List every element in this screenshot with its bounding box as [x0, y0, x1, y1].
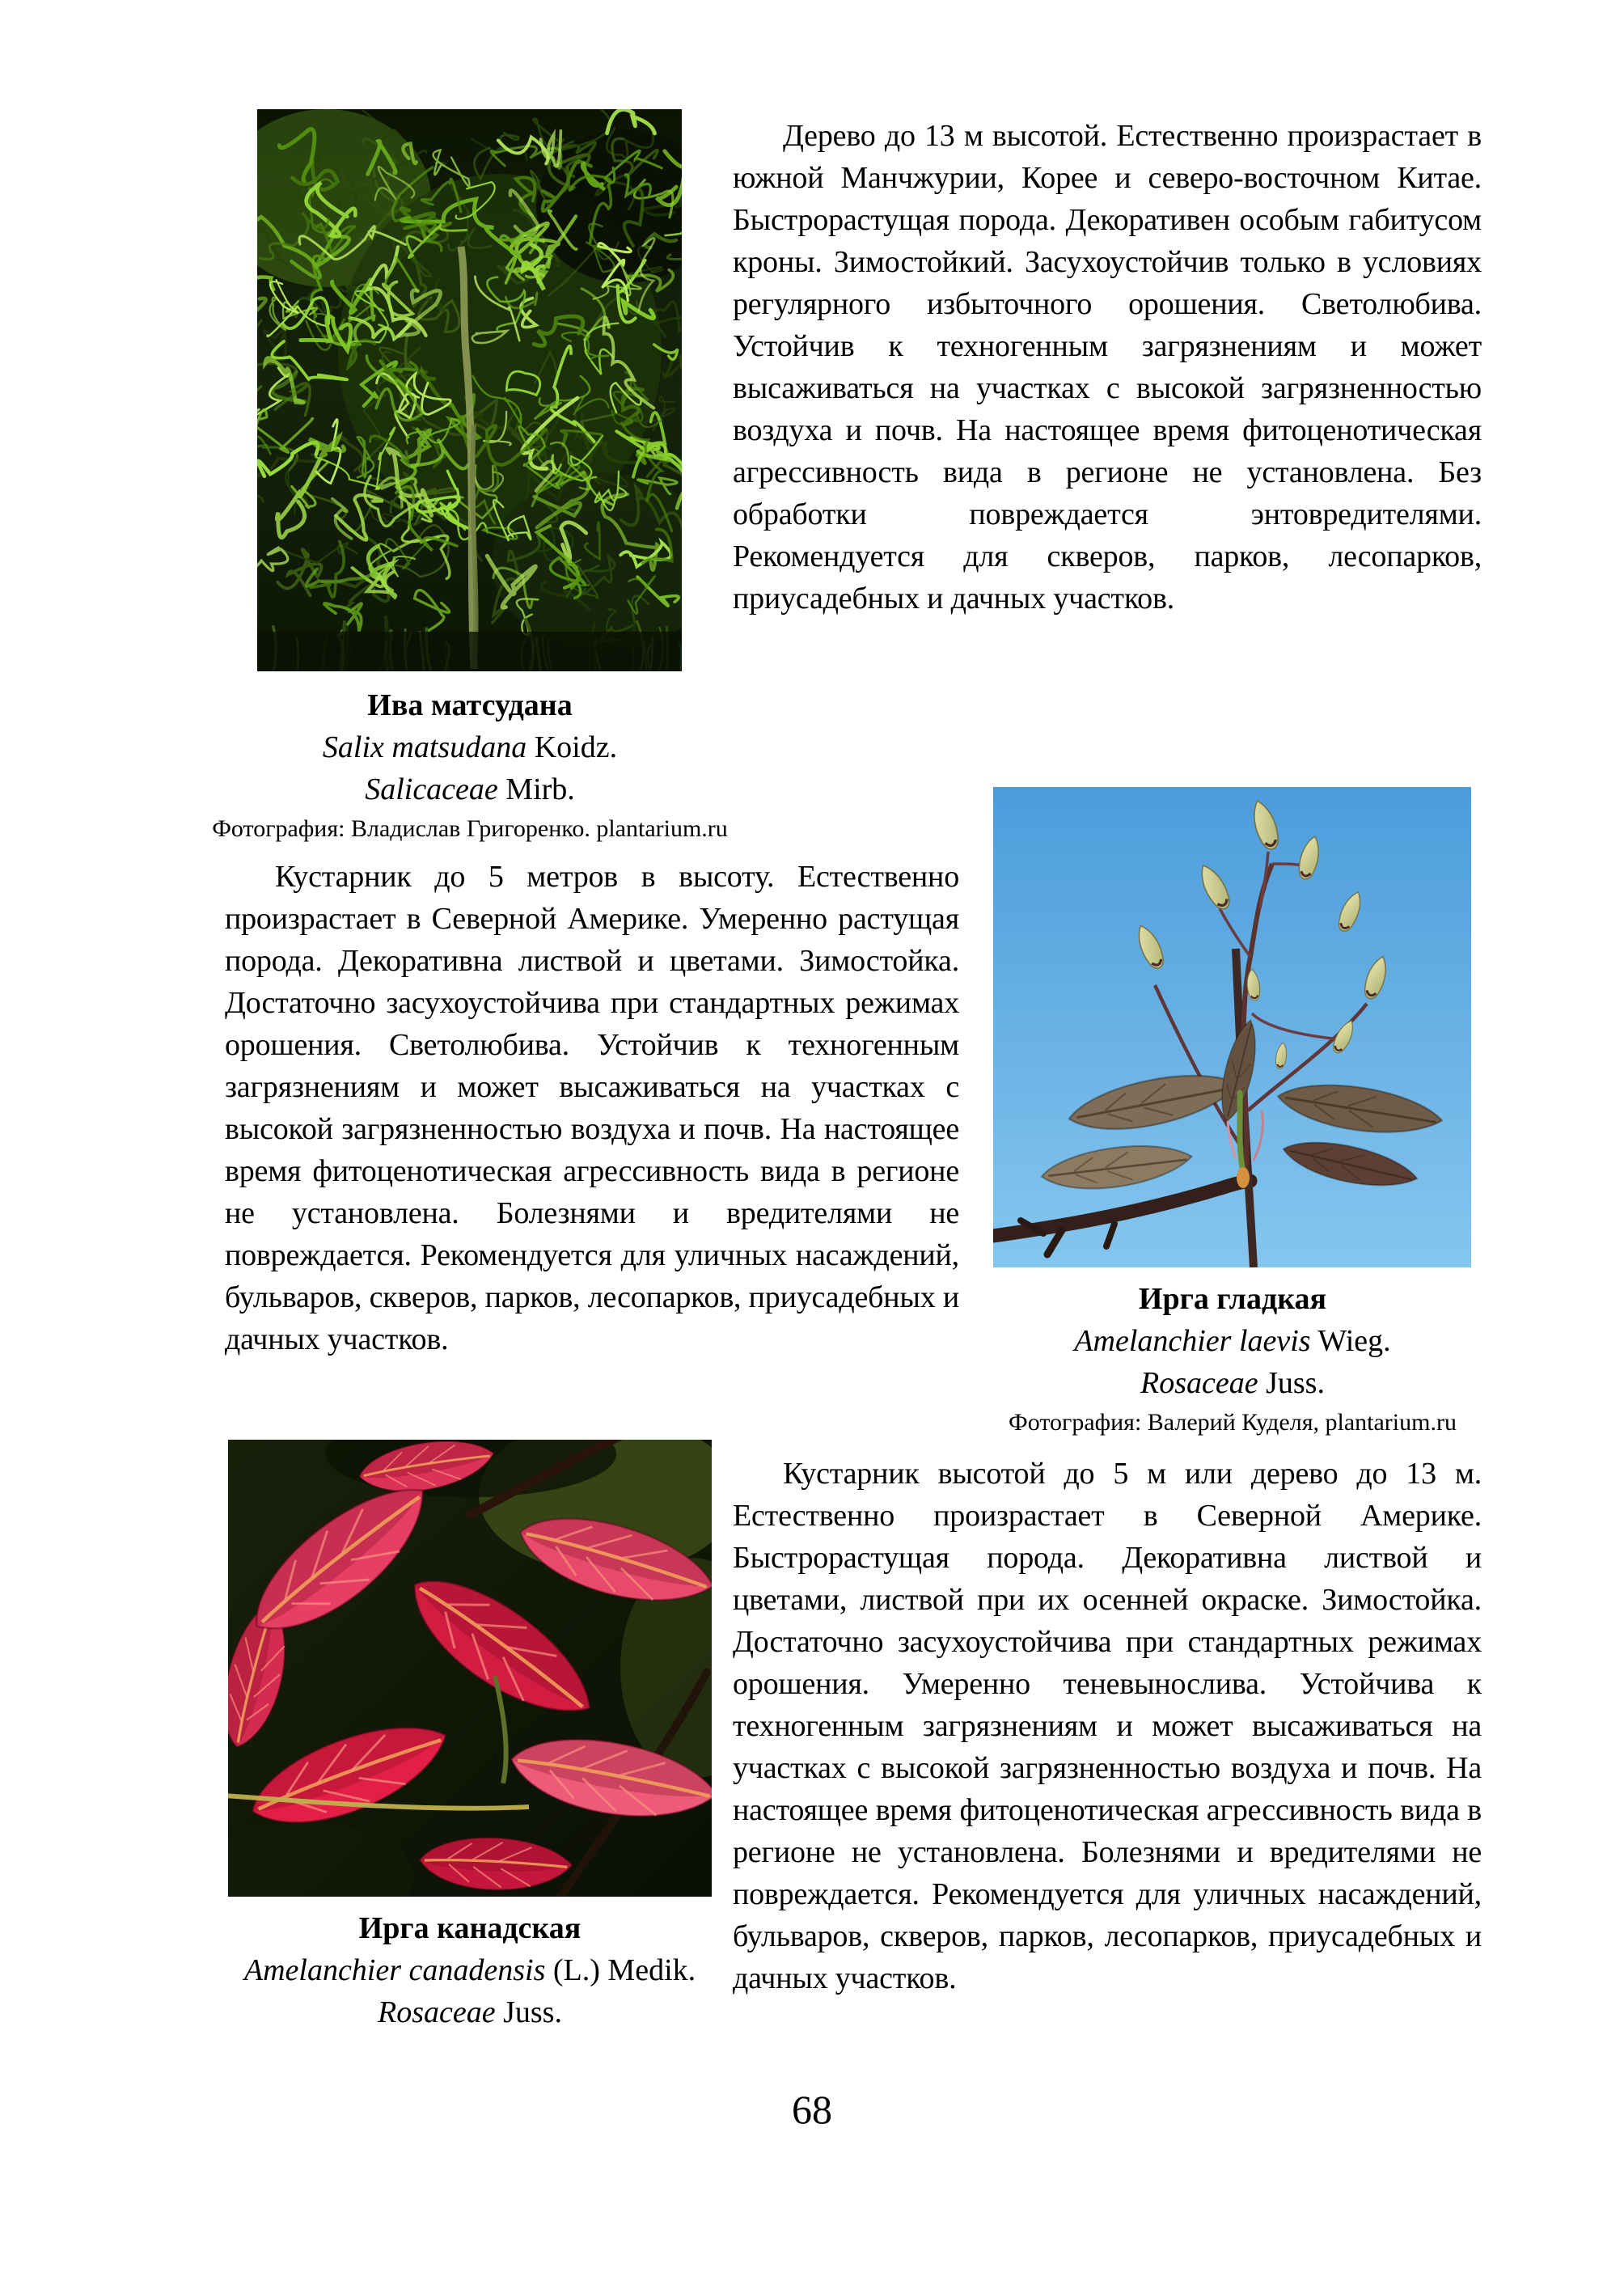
- amelanchier-canadensis-family-line: [187, 1991, 753, 2033]
- amelanchier-canadensis-latin-line: [187, 1949, 753, 1991]
- salix-latin-author: Koidz.: [527, 730, 618, 764]
- amelanchier-laevis-latin-binomial: Amelanchier laevis: [1074, 1324, 1311, 1358]
- amelanchier-laevis-description: Кустарник до 5 метров в высоту. Естественно произрастает в Северной Америке. Умеренно растущая порода. Декоративна листвой и цветами. Зимостойка. Достаточно засухоустойчива при стандартных режимах орошения. Светолюбива. Устойчив к техногенным загрязнениям и может высаживаться на участках с высокой загрязненностью воздуха и почв. На настоящее время фитоценотическая агрессивность вида в регионе не установлена. Болезнями и вредителями не повреждается. Рекомендуется для уличных насаждений, бульваров, скверов, парков, лесопарков, приусадебных и дачных участков.: [225, 860, 959, 1356]
- amelanchier-canadensis-family-author: Juss.: [495, 1995, 562, 2029]
- amelanchier-laevis-photo: [993, 787, 1471, 1267]
- salix-family-author: Mirb.: [497, 772, 575, 806]
- amelanchier-canadensis-common-name: Ирга канадская: [358, 1911, 582, 1945]
- amelanchier-canadensis-family-name: Rosaceae: [378, 1995, 496, 2029]
- amelanchier-canadensis-illustration: [228, 1440, 712, 1897]
- amelanchier-laevis-family-author: Juss.: [1258, 1366, 1325, 1400]
- salix-caption: [187, 684, 753, 848]
- salix-family-name: Salicaceae: [365, 772, 498, 806]
- amelanchier-canadensis-latin-author: (L.) Medik.: [545, 1953, 696, 1987]
- salix-latin-line: [187, 726, 753, 768]
- amelanchier-laevis-photo-credit: Фотография: Валерий Куделя, plantarium.ru: [1009, 1409, 1457, 1436]
- salix-latin-binomial: Salix matsudana: [322, 730, 527, 764]
- salix-family-line: [187, 768, 753, 810]
- amelanchier-laevis-caption: [949, 1278, 1516, 1441]
- amelanchier-canadensis-photo: [228, 1440, 712, 1897]
- salix-photo-credit: Фотография: Владислав Григоренко. plantarium.ru: [212, 815, 728, 842]
- amelanchier-canadensis-description: Кустарник высотой до 5 м или дерево до 13 м. Естественно произрастает в Северной Америке. Быстрорастущая порода. Декоративна листвой и цветами, листвой при их осенней окраске. Зимостойка. Достаточно засухоустойчива при стандартных режимах орошения. Умеренно теневынослива. Устойчива к техногенным загрязнениям и может высаживаться на участках с высокой загрязненностью воздуха и почв. На настоящее время фитоценотическая агрессивность вида в регионе не установлена. Болезнями и вредителями не повреждается. Рекомендуется для уличных насаждений, бульваров, скверов, парков, лесопарков, приусадебных и дачных участков.: [733, 1457, 1482, 1995]
- salix-photo-illustration: [257, 109, 682, 671]
- salix-matsudana-photo: [257, 109, 682, 671]
- amelanchier-laevis-family-line: [949, 1362, 1516, 1404]
- amelanchier-laevis-latin-author: Wieg.: [1310, 1324, 1391, 1358]
- amelanchier-canadensis-caption: [187, 1907, 753, 2033]
- amelanchier-laevis-common-name: Ирга гладкая: [1138, 1282, 1327, 1316]
- page-number: 68: [792, 2087, 832, 2132]
- amelanchier-laevis-illustration: [993, 787, 1471, 1267]
- salix-description: Дерево до 13 м высотой. Естественно произрастает в южной Манчжурии, Корее и северо-восточном Китае. Быстрорастущая порода. Декоративен особым габитусом кроны. Зимостойкий. Засухоустойчив только в условиях регулярного избыточного орошения. Светолюбива. Устойчив к техногенным загрязнениям и может высаживаться на участках с высокой загрязненностью воздуха и почв. На настоящее время фитоценотическая агрессивность вида в регионе не установлена. Без обработки повреждается энтовредителями. Рекомендуется для скверов, парков, лесопарков, приусадебных и дачных участков.: [733, 119, 1482, 616]
- amelanchier-laevis-family-name: Rosaceae: [1140, 1366, 1258, 1400]
- amelanchier-canadensis-latin-binomial: Amelanchier canadensis: [243, 1953, 546, 1987]
- amelanchier-laevis-latin-line: [949, 1320, 1516, 1362]
- salix-common-name: Ива матсудана: [367, 688, 573, 722]
